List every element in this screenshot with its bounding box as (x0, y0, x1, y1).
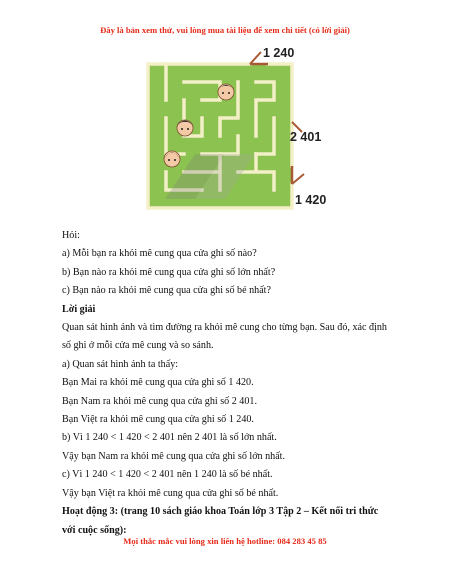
child-avatar-middle (177, 120, 193, 136)
door-top-leaf (250, 52, 261, 64)
solution-line-1: Quan sát hình ảnh và tìm đường ra khỏi mê cung cho từng bạn. Sau đó, xác định (62, 322, 387, 334)
activity-heading-line-1: Hoạt động 3: (trang 10 sách giáo khoa Toán lớp 3 Tập 2 – Kết nối tri thức (62, 506, 379, 518)
preview-notice-banner: Đây là bản xem thử, vui lòng mua tài liệu để xem chi tiết (có lời giải) (100, 25, 350, 35)
answer-b-line-1: b) Vì 1 240 < 1 420 < 2 401 nên 2 401 là số lớn nhất. (62, 432, 277, 444)
maze-figure (130, 44, 340, 244)
question-c: c) Bạn nào ra khỏi mê cung qua cửa ghi số bé nhất? (62, 285, 271, 297)
question-a: a) Mỗi bạn ra khỏi mê cung qua cửa ghi số nào? (62, 248, 257, 260)
answer-a-line-1: Bạn Mai ra khỏi mê cung qua cửa ghi số 1 420. (62, 377, 254, 389)
maze-illustration (130, 44, 340, 244)
answer-a-line-2: Bạn Nam ra khỏi mê cung qua cửa ghi số 2 401. (62, 395, 257, 407)
question-b: b) Bạn nào ra khỏi mê cung qua cửa ghi số lớn nhất? (62, 266, 276, 278)
child-avatar-top (218, 84, 234, 100)
question-intro: Hỏi: (62, 230, 80, 241)
document-body (62, 227, 402, 540)
answer-c-line-1: c) Vì 1 240 < 1 420 < 2 401 nên 1 240 là số bé nhất. (62, 469, 273, 481)
child-avatar-bottom (164, 151, 180, 167)
solution-heading: Lời giải (62, 303, 96, 315)
activity-heading-line-2: với cuộc sống): (62, 524, 127, 536)
solution-line-2: số ghi ở mỗi cửa mê cung và so sánh. (62, 340, 214, 352)
exit-label-top: 1 240 (263, 46, 295, 60)
exit-label-right: 2 401 (290, 130, 322, 144)
answer-c-line-2: Vậy bạn Việt ra khỏi mê cung qua cửa ghi số bé nhất. (62, 487, 279, 499)
answer-a-title: a) Quan sát hình ảnh ta thấy: (62, 358, 179, 370)
door-bottom-leaf (292, 174, 304, 184)
hotline-banner: Mọi thắc mắc vui lòng xin liên hệ hotline: 084 283 45 85 (123, 536, 327, 546)
answer-a-line-3: Bạn Việt ra khỏi mê cung qua cửa ghi số 1 240. (62, 414, 254, 426)
answer-b-line-2: Vậy bạn Nam ra khỏi mê cung qua cửa ghi số lớn nhất. (62, 450, 285, 462)
exit-label-bottom: 1 420 (295, 193, 327, 207)
